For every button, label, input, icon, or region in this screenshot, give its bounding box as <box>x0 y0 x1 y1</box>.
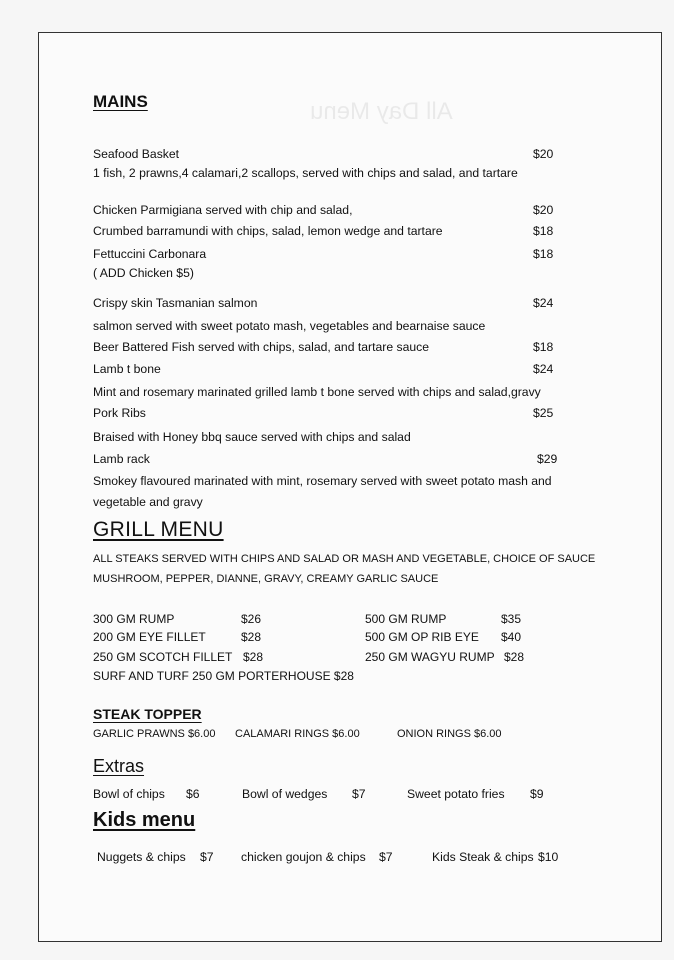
menu-item-name: Beer Battered Fish served with chips, salad, and tartare sauce <box>93 340 430 354</box>
menu-item-price: $25 <box>533 406 554 420</box>
menu-item-desc: ( ADD Chicken $5) <box>93 266 194 280</box>
menu-item-desc: Smokey flavoured marinated with mint, rosemary served with sweet potato mash and <box>93 474 552 488</box>
extra-item-name: Bowl of wedges <box>242 787 328 801</box>
kids-item-price: $10 <box>538 850 559 864</box>
menu-item-name: Crispy skin Tasmanian salmon <box>93 296 258 310</box>
grill-sauces: MUSHROOM, PEPPER, DIANNE, GRAVY, CREAMY GARLIC SAUCE <box>93 573 439 585</box>
menu-item-name: Fettuccini Carbonara <box>93 247 207 261</box>
topper-item: ONION RINGS $6.00 <box>397 728 502 740</box>
kids-item-name: chicken goujon & chips <box>241 850 366 864</box>
menu-item-price: $20 <box>533 147 554 161</box>
topper-item: CALAMARI RINGS $6.00 <box>235 728 360 740</box>
grill-note: ALL STEAKS SERVED WITH CHIPS AND SALAD OR MASH AND VEGETABLE, CHOICE OF SAUCE <box>93 553 596 565</box>
menu-item-price: $24 <box>533 362 554 376</box>
menu-item-desc: vegetable and gravy <box>93 495 203 509</box>
extras-heading: Extras <box>93 756 145 776</box>
grill-item-price: $26 <box>241 612 262 626</box>
menu-item-price: $18 <box>533 340 554 354</box>
grill-item-name: 500 GM RUMP <box>365 612 447 626</box>
menu-item-desc: 1 fish, 2 prawns,4 calamari,2 scallops, served with chips and salad, and tartare <box>93 166 518 180</box>
grill-item-name: 200 GM EYE FILLET <box>93 630 206 644</box>
grill-item-name: 250 GM WAGYU RUMP <box>365 650 495 664</box>
menu-item-name: Pork Ribs <box>93 406 146 420</box>
extra-item-name: Bowl of chips <box>93 787 165 801</box>
kids-item-name: Kids Steak & chips <box>432 850 534 864</box>
menu-item-name: Lamb t bone <box>93 362 161 376</box>
kids-item-price: $7 <box>200 850 214 864</box>
grill-item-price: $28 <box>504 650 525 664</box>
mains-heading: MAINS <box>93 92 148 111</box>
menu-item-price: $24 <box>533 296 554 310</box>
extra-item-price: $6 <box>186 787 200 801</box>
steak-topper-heading: STEAK TOPPER <box>93 706 202 722</box>
extra-item-price: $9 <box>530 787 544 801</box>
surf-and-turf: SURF AND TURF 250 GM PORTERHOUSE $28 <box>93 669 354 683</box>
kids-menu-heading: Kids menu <box>93 809 196 831</box>
grill-item-name: 500 GM OP RIB EYE <box>365 630 479 644</box>
menu-item-price: $18 <box>533 224 554 238</box>
kids-item-name: Nuggets & chips <box>97 850 186 864</box>
menu-item-price: $20 <box>533 203 554 217</box>
menu-item-desc: Braised with Honey bbq sauce served with chips and salad <box>93 430 411 444</box>
grill-heading: GRILL MENU <box>93 518 224 541</box>
bleed-through-text: All Day Menu <box>310 98 453 125</box>
grill-item-name: 250 GM SCOTCH FILLET <box>93 650 233 664</box>
grill-item-price: $28 <box>241 630 262 644</box>
menu-item-name: Chicken Parmigiana served with chip and salad, <box>93 203 353 217</box>
menu-item-name: Crumbed barramundi with chips, salad, lemon wedge and tartare <box>93 224 443 238</box>
grill-item-name: 300 GM RUMP <box>93 612 175 626</box>
menu-item-name: Seafood Basket <box>93 147 180 161</box>
grill-item-price: $28 <box>243 650 264 664</box>
grill-item-price: $35 <box>501 612 522 626</box>
extra-item-name: Sweet potato fries <box>407 787 505 801</box>
menu-item-desc: salmon served with sweet potato mash, vegetables and bearnaise sauce <box>93 319 486 333</box>
menu-item-name: Lamb rack <box>93 452 150 466</box>
menu-item-price: $18 <box>533 247 554 261</box>
menu-item-price: $29 <box>537 452 558 466</box>
kids-item-price: $7 <box>379 850 393 864</box>
extra-item-price: $7 <box>352 787 366 801</box>
grill-item-price: $40 <box>501 630 522 644</box>
menu-item-desc: Mint and rosemary marinated grilled lamb t bone served with chips and salad,gravy <box>93 385 541 399</box>
topper-item: GARLIC PRAWNS $6.00 <box>93 728 216 740</box>
